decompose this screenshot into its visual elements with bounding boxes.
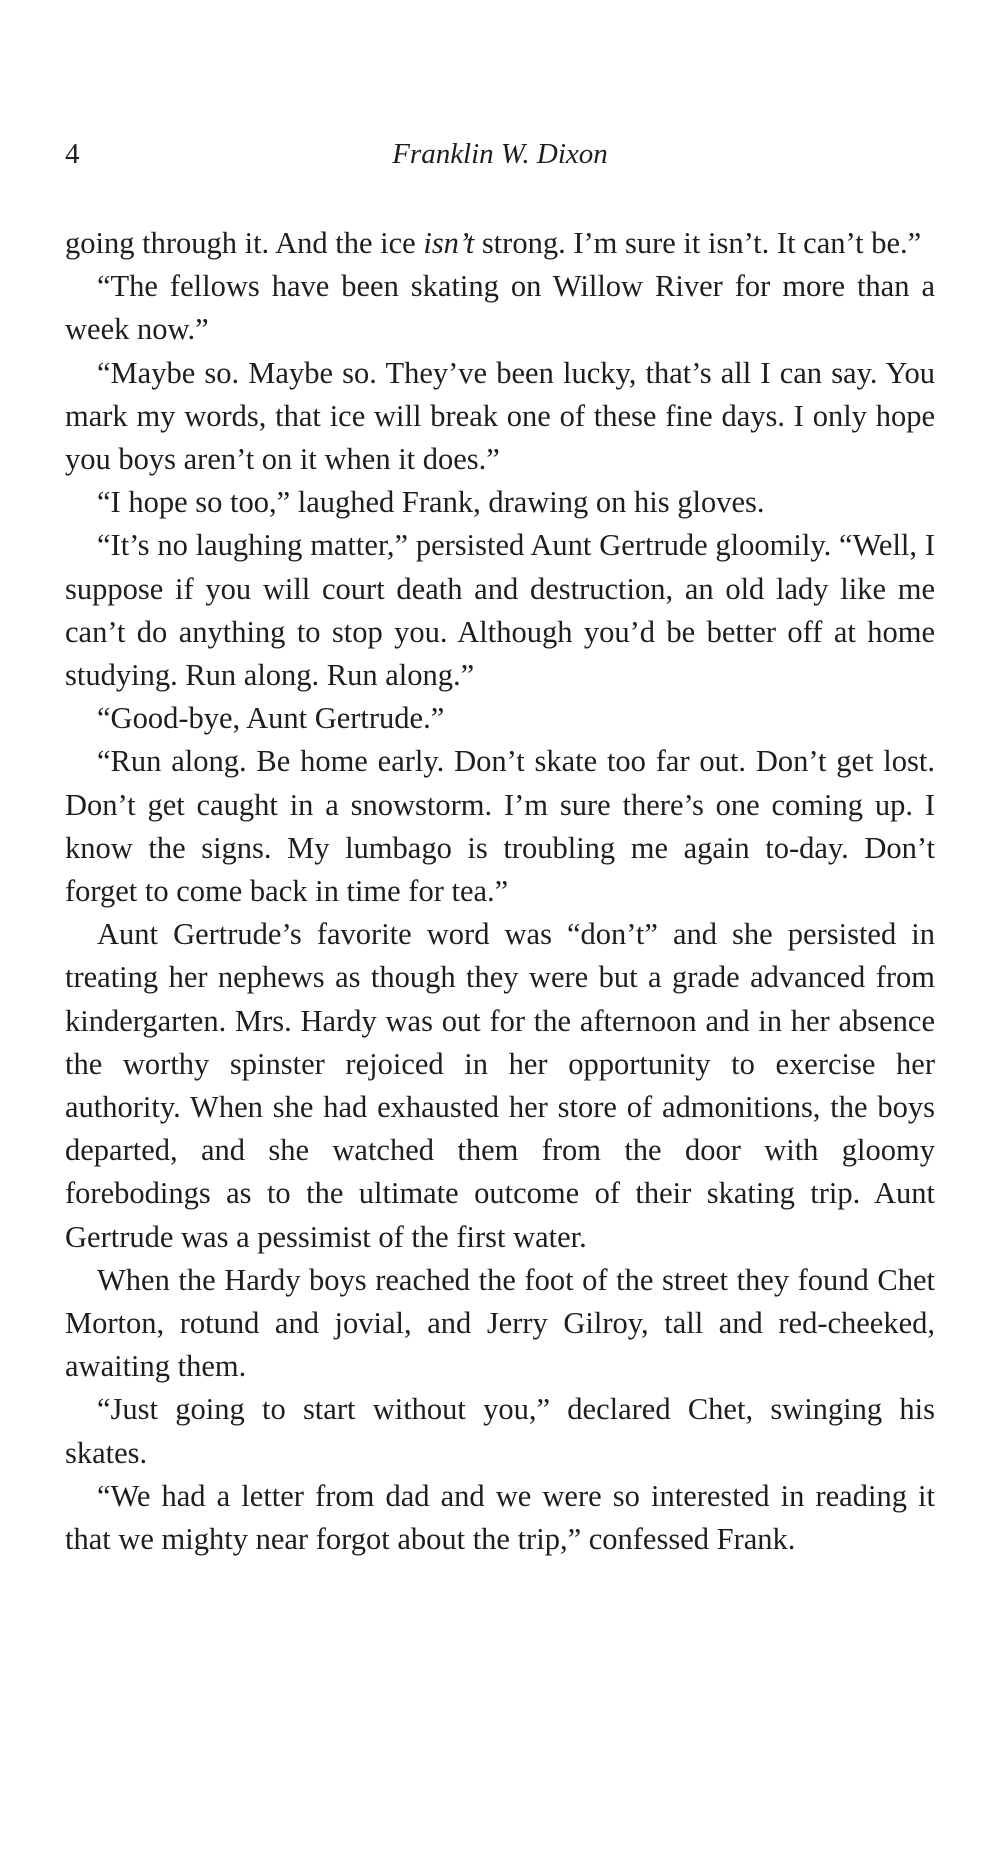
paragraph-text: going through it. And the ice: [65, 226, 424, 260]
paragraph-text: strong. I’m sure it isn’t. It can’t be.”: [474, 226, 922, 260]
paragraph: “I hope so too,” laughed Frank, drawing on his gloves.: [97, 485, 765, 520]
paragraph: “Maybe so. Maybe so. They’ve been lucky, that’s all I can say. You mark my words, that ice will break one of these fine days. I only hope you boys aren’t on it when it does.”: [65, 355, 935, 477]
page-header: [65, 138, 935, 178]
paragraph: When the Hardy boys reached the foot of the street they found Chet Morton, rotund and jovial, and Jerry Gilroy, tall and red-cheeked, awaiting them.: [65, 1262, 935, 1384]
paragraph: “It’s no laughing matter,” persisted Aunt Gertrude gloomily. “Well, I suppose if you will court death and destruction, an old lady like me can’t do anything to stop you. Although you’d be better off at home studying. Run along. Run along.”: [65, 528, 935, 693]
body-text: [65, 222, 935, 1561]
paragraph: “Just going to start without you,” declared Chet, swinging his skates.: [65, 1392, 935, 1470]
paragraph: Aunt Gertrude’s favorite word was “don’t” and she persisted in treating her nephews as though they were but a grade advanced from kindergarten. Mrs. Hardy was out for the afternoon and in her absence the worthy spinster rejoiced in her opportunity to exercise her authority. When she had exhausted her store of admonitions, the boys departed, and she watched them from the door with gloomy forebodings as to the ultimate outcome of their skating trip. Aunt Gertrude was a pessimist of the first water.: [65, 917, 935, 1254]
page-number: 4: [65, 138, 80, 170]
paragraph: “Run along. Be home early. Don’t skate too far out. Don’t get lost. Don’t get caught in a snowstorm. I’m sure there’s one coming up. I know the signs. My lumbago is troubling me again to-day. Don’t forget to come back in time for tea.”: [65, 744, 935, 909]
running-head: Franklin W. Dixon: [392, 138, 608, 170]
emphasized-word: isn’t: [423, 226, 475, 260]
paragraph: “Good-bye, Aunt Gertrude.”: [97, 701, 445, 736]
paragraph: “We had a letter from dad and we were so interested in reading it that we mighty near forgot about the trip,” confessed Frank.: [65, 1478, 935, 1557]
paragraph-continuation: [65, 222, 935, 265]
paragraph: “The fellows have been skating on Willow River for more than a week now.”: [65, 269, 935, 347]
